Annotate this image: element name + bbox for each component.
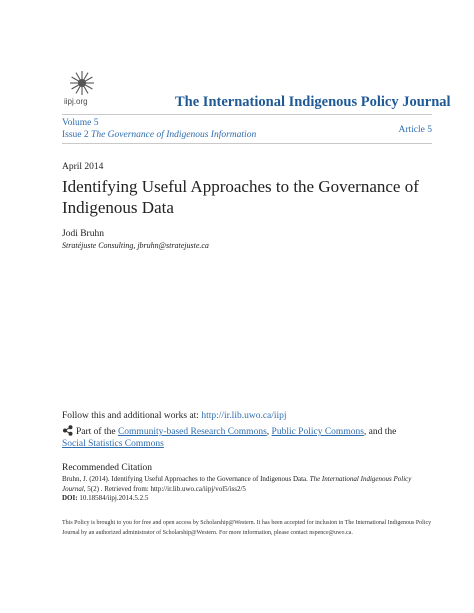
issue-title: The Governance of Indigenous Information: [91, 130, 257, 140]
issue-prefix: Issue 2: [62, 130, 89, 140]
share-icon: [62, 425, 73, 436]
doi-value: 10.18584/iipj.2014.5.2.5: [79, 494, 149, 502]
author-affiliation: Stratéjuste Consulting, jbruhn@stratejuste.ca: [62, 241, 209, 250]
citation-plain: Bruhn, J. (2014). Identifying Useful Approaches to the Governance of Indigenous Data.: [62, 475, 308, 483]
partof-sep1: ,: [266, 427, 270, 437]
public-policy-commons-link[interactable]: Public Policy Commons: [271, 427, 364, 437]
doi-label: DOI:: [62, 494, 78, 502]
access-footer: This Policy is brought to you for free and open access by Scholarship@Western. It has been accepted for inclusion in The International Indigenous Policy Journal by an authorized administrator of Scholarship@Western. For more information, please contact nspence@uwo.ca.: [62, 520, 432, 536]
follow-line: [62, 411, 287, 421]
header-rule-bottom: [62, 143, 432, 144]
article-link[interactable]: Article 5: [398, 125, 432, 135]
author-name: Jodi Bruhn: [62, 229, 104, 239]
partof-sep2: , and the: [363, 427, 397, 437]
logo-text: iipj.org: [64, 97, 88, 106]
citation-retrieved: 5(2) . Retrieved from: http://ir.lib.uwo.ca/iipj/vol5/iss2/5: [87, 484, 246, 493]
publication-date: April 2014: [62, 162, 104, 172]
citation-journal: The International Indigenous Policy Journal,: [62, 475, 412, 493]
social-statistics-commons-link[interactable]: Social Statistics Commons: [62, 439, 164, 449]
community-research-commons-link[interactable]: Community-based Research Commons: [117, 427, 267, 437]
issue-link[interactable]: [62, 130, 256, 140]
volume-link[interactable]: Volume 5: [62, 118, 99, 128]
header-rule-top: [62, 114, 432, 115]
citation-text: [62, 475, 412, 504]
partof-prefix: Part of the: [76, 427, 116, 437]
part-of-paragraph: [62, 425, 422, 450]
journal-title[interactable]: The International Indigenous Policy Journal: [175, 94, 451, 110]
paper-title: Identifying Useful Approaches to the Governance of Indigenous Data: [62, 177, 419, 217]
follow-url-link[interactable]: http://ir.lib.uwo.ca/iipj: [201, 411, 287, 421]
recommended-citation-heading: Recommended Citation: [62, 463, 152, 473]
follow-prefix: Follow this and additional works at:: [62, 411, 199, 421]
